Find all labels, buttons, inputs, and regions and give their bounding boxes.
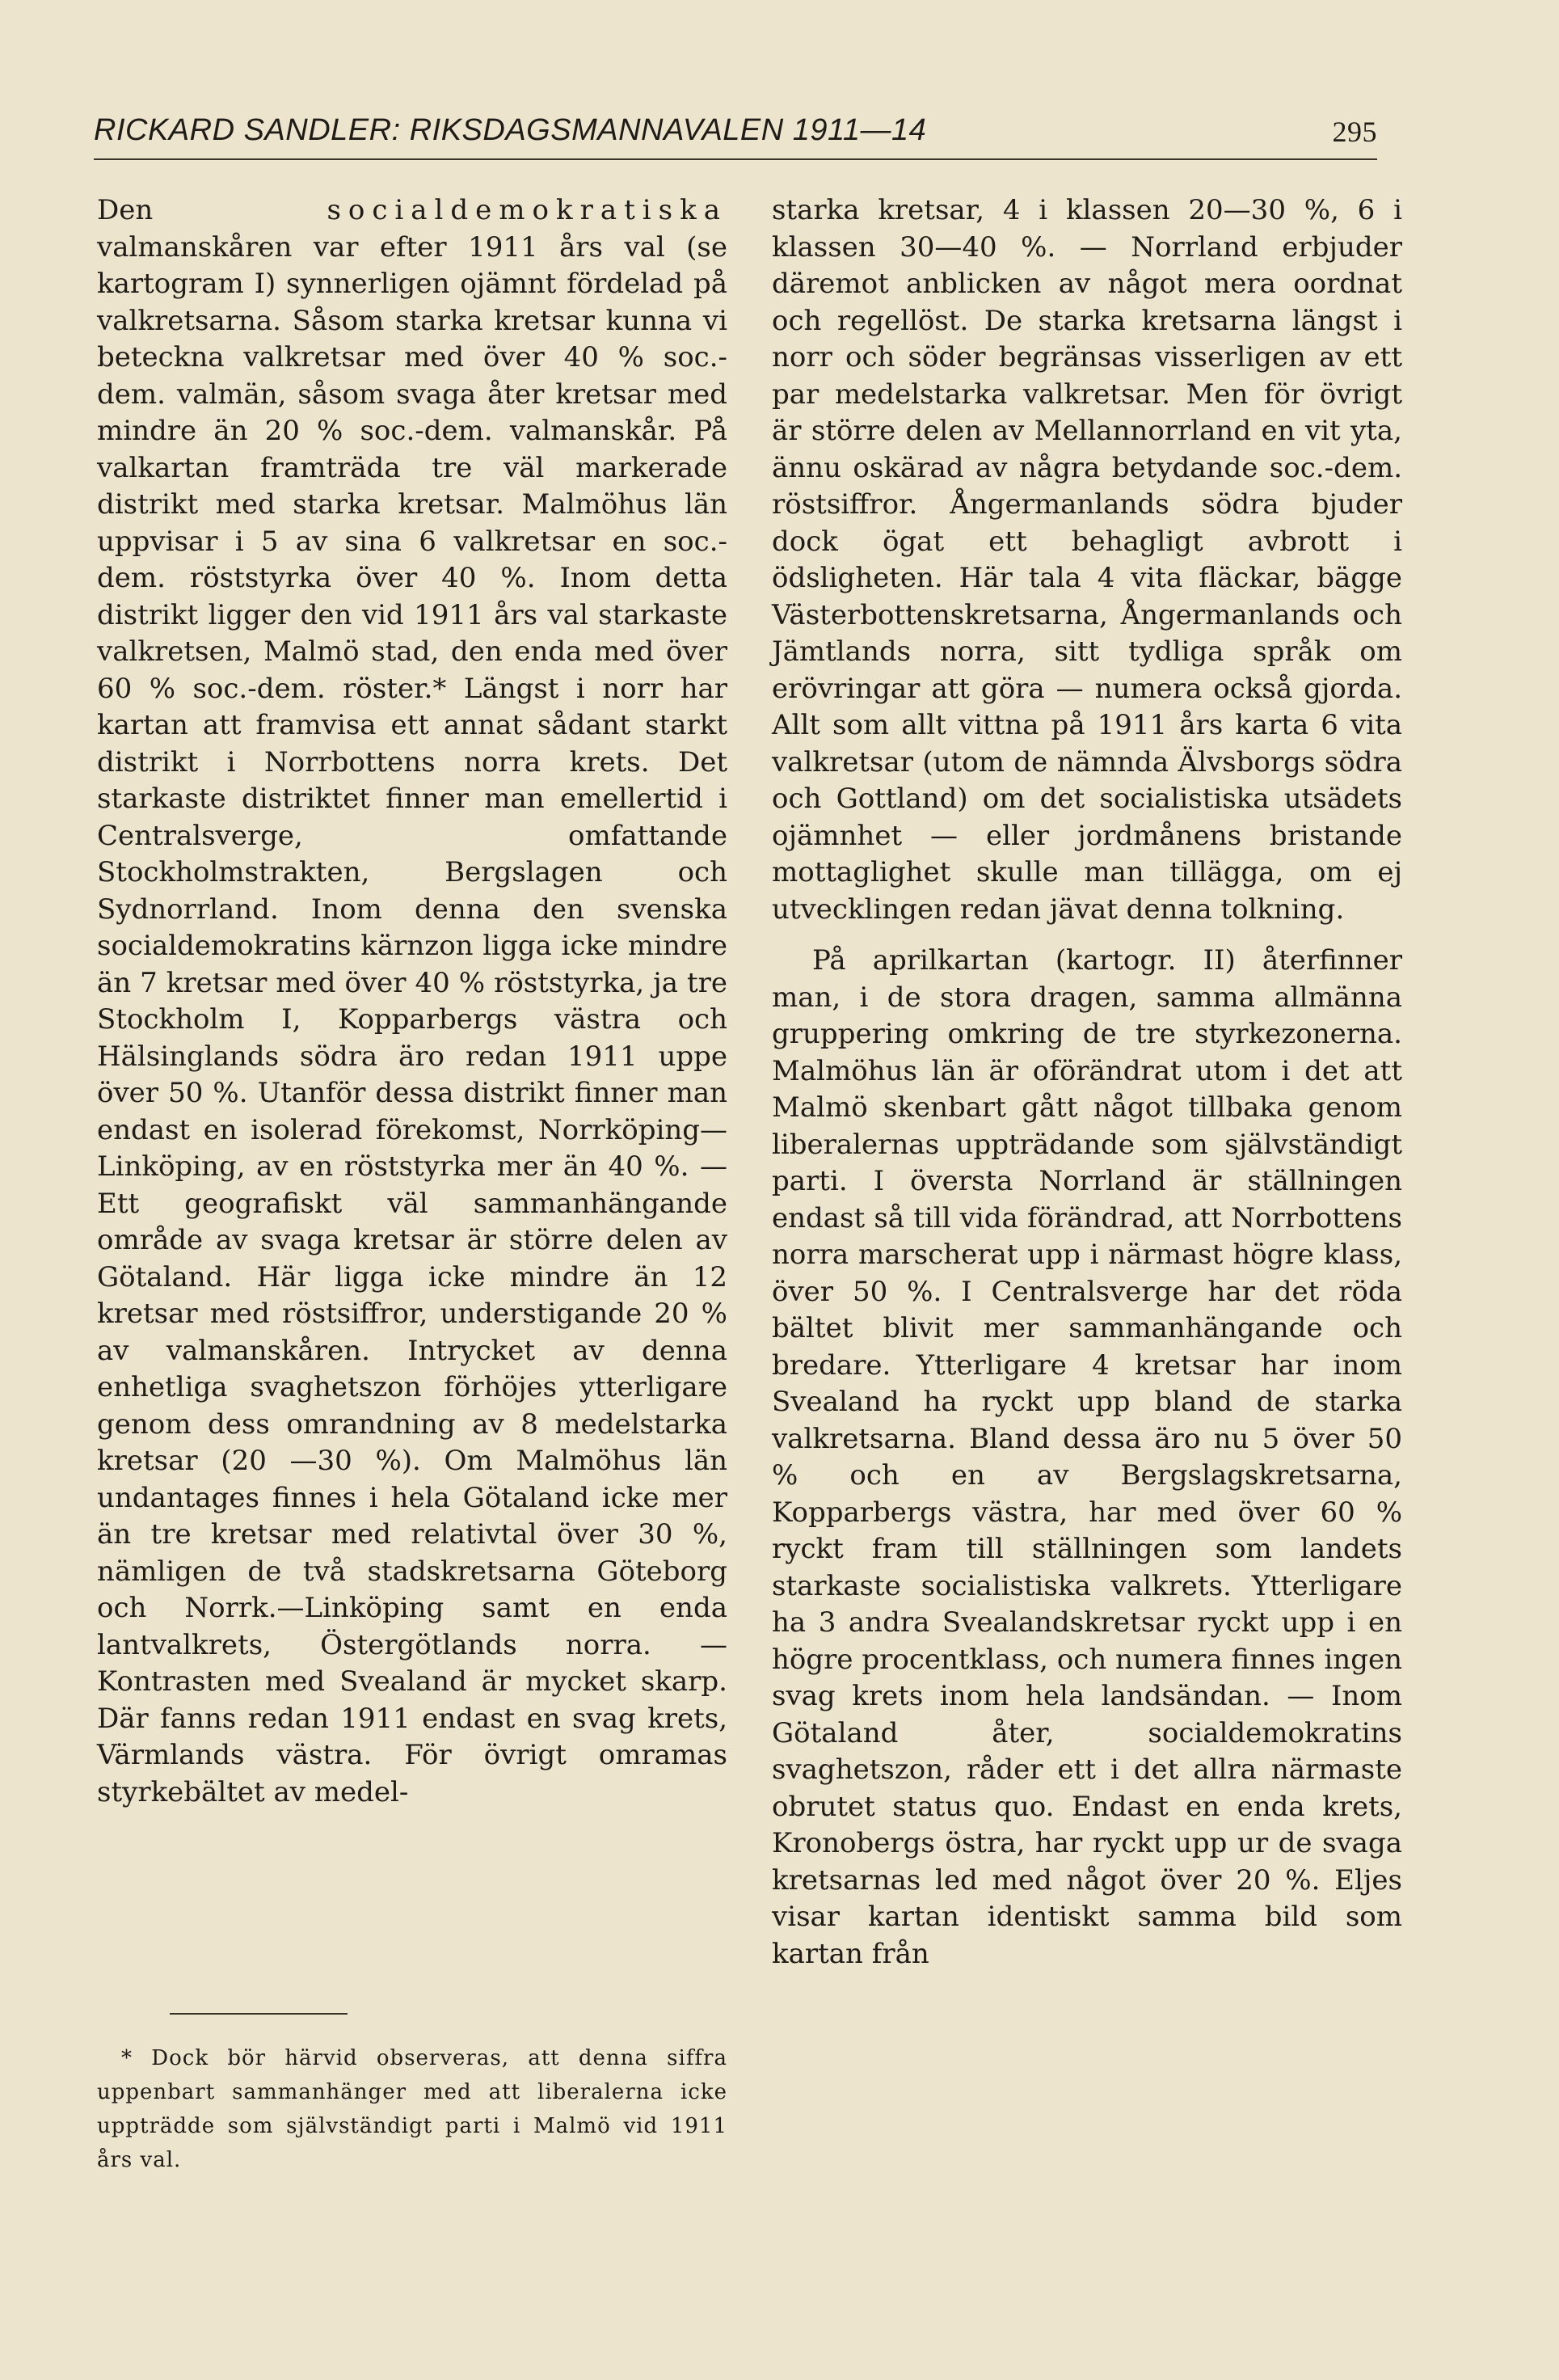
right-paragraph-2: På aprilkartan (kartogr. II) återfinner man, i de stora dragen, samma allmänna gruppering omkring de tre styrkezonerna. Malmöhus län är oförändrat utom i det att Malmö skenbart gått något tillbaka genom liberalernas uppträdande som självständigt parti. I översta Norrland är ställningen endast så till vida förändrad, att Norrbottens norra marscherat upp i närmast högre klass, över 50 %. I Centralsverge har det röda bältet blivit mer sammanhängande och bredare. Ytterligare 4 kretsar har inom Svealand ha ryckt upp bland de starka valkretsarna. Bland dessa äro nu 5 över 50 % och en av Bergslagskretsarna, Kopparbergs västra, har med över 60 % ryckt fram till ställningen som landets starkaste socialistiska valkrets. Ytterligare ha 3 andra Svealandskretsar ryckt upp i en högre procentklass, och numera finnes ingen svag krets inom hela landsändan. — Inom Götaland åter, socialdemokratins svaghetszon, råder ett i det allra närmaste obrutet status quo. Endast en enda krets, Kronobergs östra, har ryckt upp ur de svaga kretsarnas led med något över 20 %. Eljes visar kartan identiskt samma bild som kartan från xyxy=(772,944,1402,1970)
running-title: RICKARD SANDLER: RIKSDAGSMANNAVALEN 1911—14 xyxy=(94,113,927,147)
left-paragraph-1 xyxy=(97,192,727,1811)
footnote-rule xyxy=(170,2013,348,2015)
left-column xyxy=(97,192,727,1811)
spaced-emphasis: socialdemokratiska xyxy=(327,194,727,226)
footnote-text: * Dock bör härvid observeras, att denna siffra uppenbart sammanhänger med att liberalerna icke uppträdde som självständigt parti i Malmö vid 1911 års val. xyxy=(97,2046,727,2172)
page-number: 295 xyxy=(1332,116,1377,148)
right-column xyxy=(772,192,1402,1973)
paragraph-lead: Den xyxy=(97,194,154,226)
running-header xyxy=(94,113,1377,154)
right-paragraph-1: starka kretsar, 4 i klassen 20—30 %, 6 i klassen 30—40 %. — Norrland erbjuder däremot anblicken av något mera oordnat och regellöst. De starka kretsarna längst i norr och söder begränsas visserligen av ett par medelstarka valkretsar. Men för övrigt är större delen av Mellannorrland en vit yta, ännu oskärad av några betydande soc.-dem. röstsiffror. Ångermanlands södra bjuder dock ögat ett behagligt avbrott i ödsligheten. Här tala 4 vita fläckar, bägge Västerbottenskretsarna, Ångermanlands och Jämtlands norra, sitt tydliga språk om erövringar att göra — numera också gjorda. Allt som allt vittna på 1911 års karta 6 vita valkretsar (utom de nämnda Älvsborgs södra och Gottland) om det socialistiska utsädets ojämnhet — eller jordmånens bristande mottaglighet skulle man tillägga, om ej utvecklingen redan jävat denna tolkning. xyxy=(772,194,1402,926)
header-rule xyxy=(94,158,1377,160)
paragraph-text: valmanskåren var efter 1911 års val (se kartogram I) synnerligen ojämnt fördelad på valkretsarna. Såsom starka kretsar kunna vi beteckna valkretsar med över 40 % soc.-dem. valmän, såsom svaga åter kretsar med mindre än 20 % soc.-dem. valmanskår. På valkartan framträda tre väl markerade distrikt med starka kretsar. Malmöhus län uppvisar i 5 av sina 6 valkretsar en soc.-dem. röststyrka över 40 %. Inom detta distrikt ligger den vid 1911 års val starkaste valkretsen, Malmö stad, den enda med över 60 % soc.-dem. röster.* Längst i norr har kartan att framvisa ett annat sådant starkt distrikt i Norrbottens norra krets. Det starkaste distriktet finner man emellertid i Centralsverge, omfattande Stockholmstrakten, Bergslagen och Sydnorrland. Inom denna den svenska socialdemokratins kärnzon ligga icke mindre än 7 kretsar med över 40 % röststyrka, ja tre Stockholm I, Kopparbergs västra och Hälsinglands södra äro redan 1911 uppe över 50 %. Utanför dessa distrikt finner man endast en isolerad förekomst, Norrköping—Linköping, av en röststyrka mer än 40 %. — Ett geografiskt väl sammanhängande område av svaga kretsar är större delen av Götaland. Här ligga icke mindre än 12 kretsar med röstsiffror, understigande 20 % av valmanskåren. Intrycket av denna enhetliga svaghetszon förhöjes ytterligare genom dess omrandning av 8 medelstarka kretsar (20 —30 %). Om Malmöhus län undantages finnes i hela Götaland icke mer än tre kretsar med relativtal över 30 %, nämligen de två stadskretsarna Göteborg och Norrk.—Linköping samt en enda lantvalkrets, Östergötlands norra. — Kontrasten med Svealand är mycket skarp. Där fanns redan 1911 endast en svag krets, Värmlands västra. För övrigt omramas styrkebältet av medel- xyxy=(97,230,727,1808)
footnote xyxy=(97,2041,727,2177)
